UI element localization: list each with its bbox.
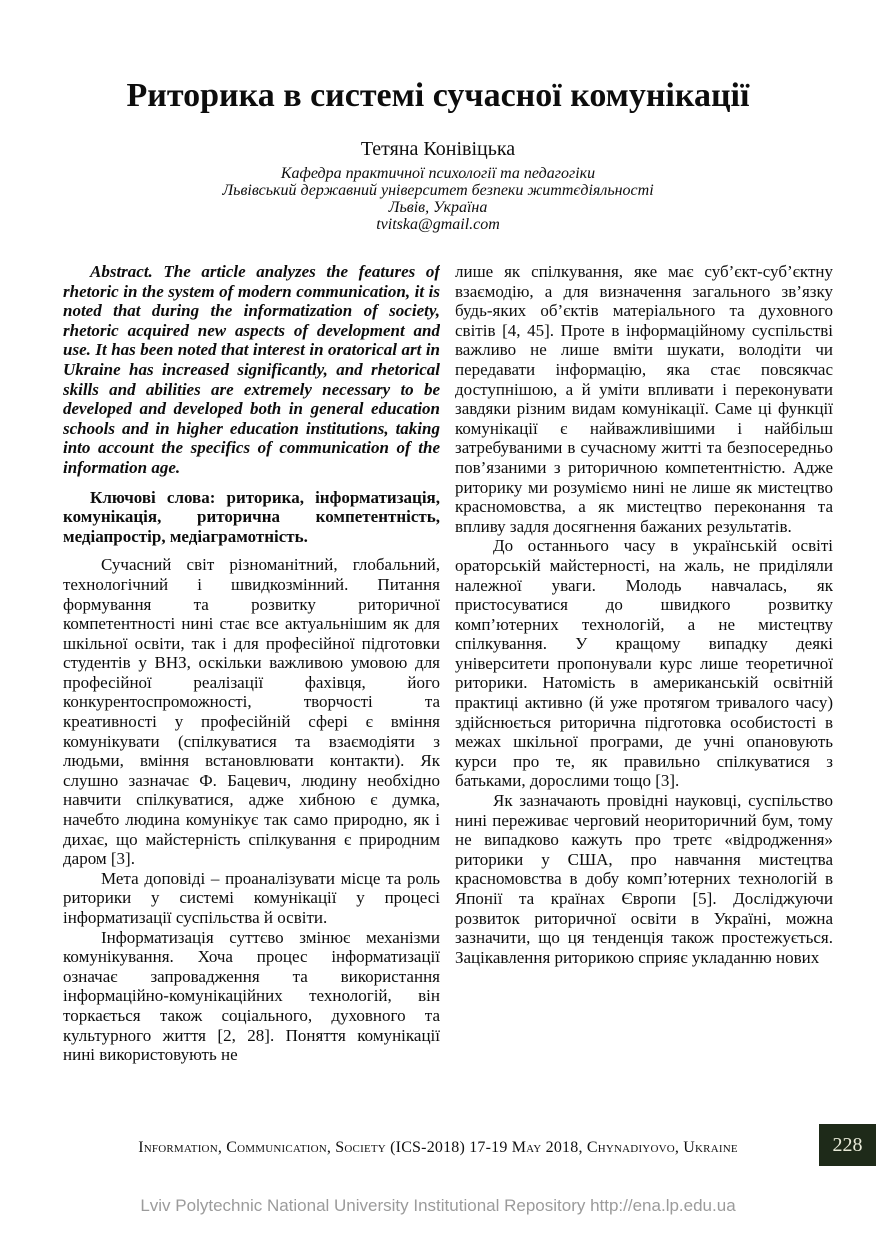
paper-title: Риторика в системі сучасної комунікації (126, 77, 750, 114)
abstract-label: Abstract. (90, 262, 153, 281)
body-paragraph-continuation: лише як спілкування, яке має суб’єкт-суб’єктну взаємодію, а для визначення загального зв’язку будь-яких об’єктів матеріального та духовного світів [4, 45]. Проте в інформаційному суспільстві важливо не лише вміти шукати, володіти чи передавати інформацію, яка стає повсякчас доступнішою, а й уміти впливати і переконувати завдяки різним видам комунікації. Саме ці функції комунікації є найважливішими і найбільш затребуваними в сучасному житті та безпосередньо пов’язаними з риторичною компетентністю. Адже риторику ми розуміємо нині не лише як мистецтво красномовства, а як мистецтво переконання та впливу задля досягнення бажаних результатів. (455, 262, 833, 536)
keywords-text: риторика, інформатизація, комунікація, риторична компетентність, медіапростір, медіаграмотність. (63, 487, 440, 546)
body-paragraph: Інформатизація суттєво змінює механізми комунікування. Хоча процес інформатизації означає запровадження та використання інформаційно-комунікаційних технологій, він торкається також соціального, духовного та культурного життя [2, 28]. Поняття комунікації нині використовують не (63, 927, 440, 1065)
affiliation-university: Львівський державний університет безпеки життєдіяльності (222, 182, 654, 199)
affiliation-department: Кафедра практичної психології та педагогіки (280, 165, 596, 182)
abstract-text: The article analyzes the features of rhetoric in the system of modern communication, it is noted that during the informatization of society, rhetoric acquired new aspects of development and use. It has been noted that interest in oratorical art in Ukraine has increased significantly, and rhetorical skills and abilities are extremely necessary to be developed and developed both in general education schools and in higher education institutions, taking into account the specifics of communication of the information age. (63, 262, 440, 477)
page-number-badge: 228 (819, 1124, 876, 1166)
author-email: tvitska@gmail.com (376, 216, 500, 233)
keywords-paragraph (63, 488, 440, 547)
affiliation-city: Львів, Україна (388, 199, 488, 216)
conference-footer: Information, Communication, Society (ICS-2018) 17-19 May 2018, Chynadiyovo, Ukraine (138, 1139, 738, 1156)
author-name: Тетяна Конівіцька (360, 138, 516, 160)
affiliation-block (0, 165, 876, 233)
repository-watermark: Lviv Polytechnic National University Institutional Repository http://ena.lp.edu.ua (140, 1196, 736, 1215)
keywords-label: Ключові слова: (90, 487, 216, 507)
abstract-paragraph (63, 262, 440, 478)
left-column (63, 262, 440, 1080)
two-column-body (63, 262, 833, 1080)
right-column (455, 262, 833, 1080)
body-paragraph: Мета доповіді – проаналізувати місце та роль риторики у системі комунікації у процесі інформатизації суспільства й освіти. (63, 868, 440, 927)
body-paragraph: Сучасний світ різноманітний, глобальний, технологічний і швидкозмінний. Питання формування та розвитку риторичної компетентності нині стає все актуальнішим як для шкільної освіти, так і для професійної підготовки студентів у ВНЗ, оскільки важливою умовою для професійної реалізації фахівця, його конкурентоспроможності, творчості та креативності у професійній сфері є вміння комунікувати (спілкуватися та взаємодіяти з людьми, вміння встановлювати контакти). Як слушно зазначає Ф. Бацевич, людину необхідно навчити спілкуватися, адже хибною є думка, начебто людина комунікує так само природно, як і дихає, що майстерність спілкування є природним даром [3]. (63, 555, 440, 869)
body-paragraph: До останнього часу в українській освіті ораторській майстерності, на жаль, не приділяли належної уваги. Молодь навчалась, як пристосуватися до швидкого розвитку комп’ютерних технологій, а не мистецтву спілкування. У кращому випадку деякі університети пропонували курс лише теоретичної риторики. Натомість в американській освітній практиці активно (й уже протягом тривалого часу) здійснюється риторична підготовка особистості в межах шкільної програми, де учні опановують курси про те, як правильно спілкуватися з батьками, дорослими тощо [3]. (455, 536, 833, 791)
body-paragraph: Як зазначають провідні науковці, суспільство нині переживає черговий неориторичний бум, тому не випадково кажуть про третє «відродження» риторики у США, про навчання мистецтва красномовства в добу комп’ютерних технологій в Японії та країнах Європи [5]. Досліджуючи розвиток риторичної освіти в Україні, можна зазначити, що ця тенденція також простежується. Зацікавлення риторикою сприяє укладанню нових (455, 791, 833, 967)
